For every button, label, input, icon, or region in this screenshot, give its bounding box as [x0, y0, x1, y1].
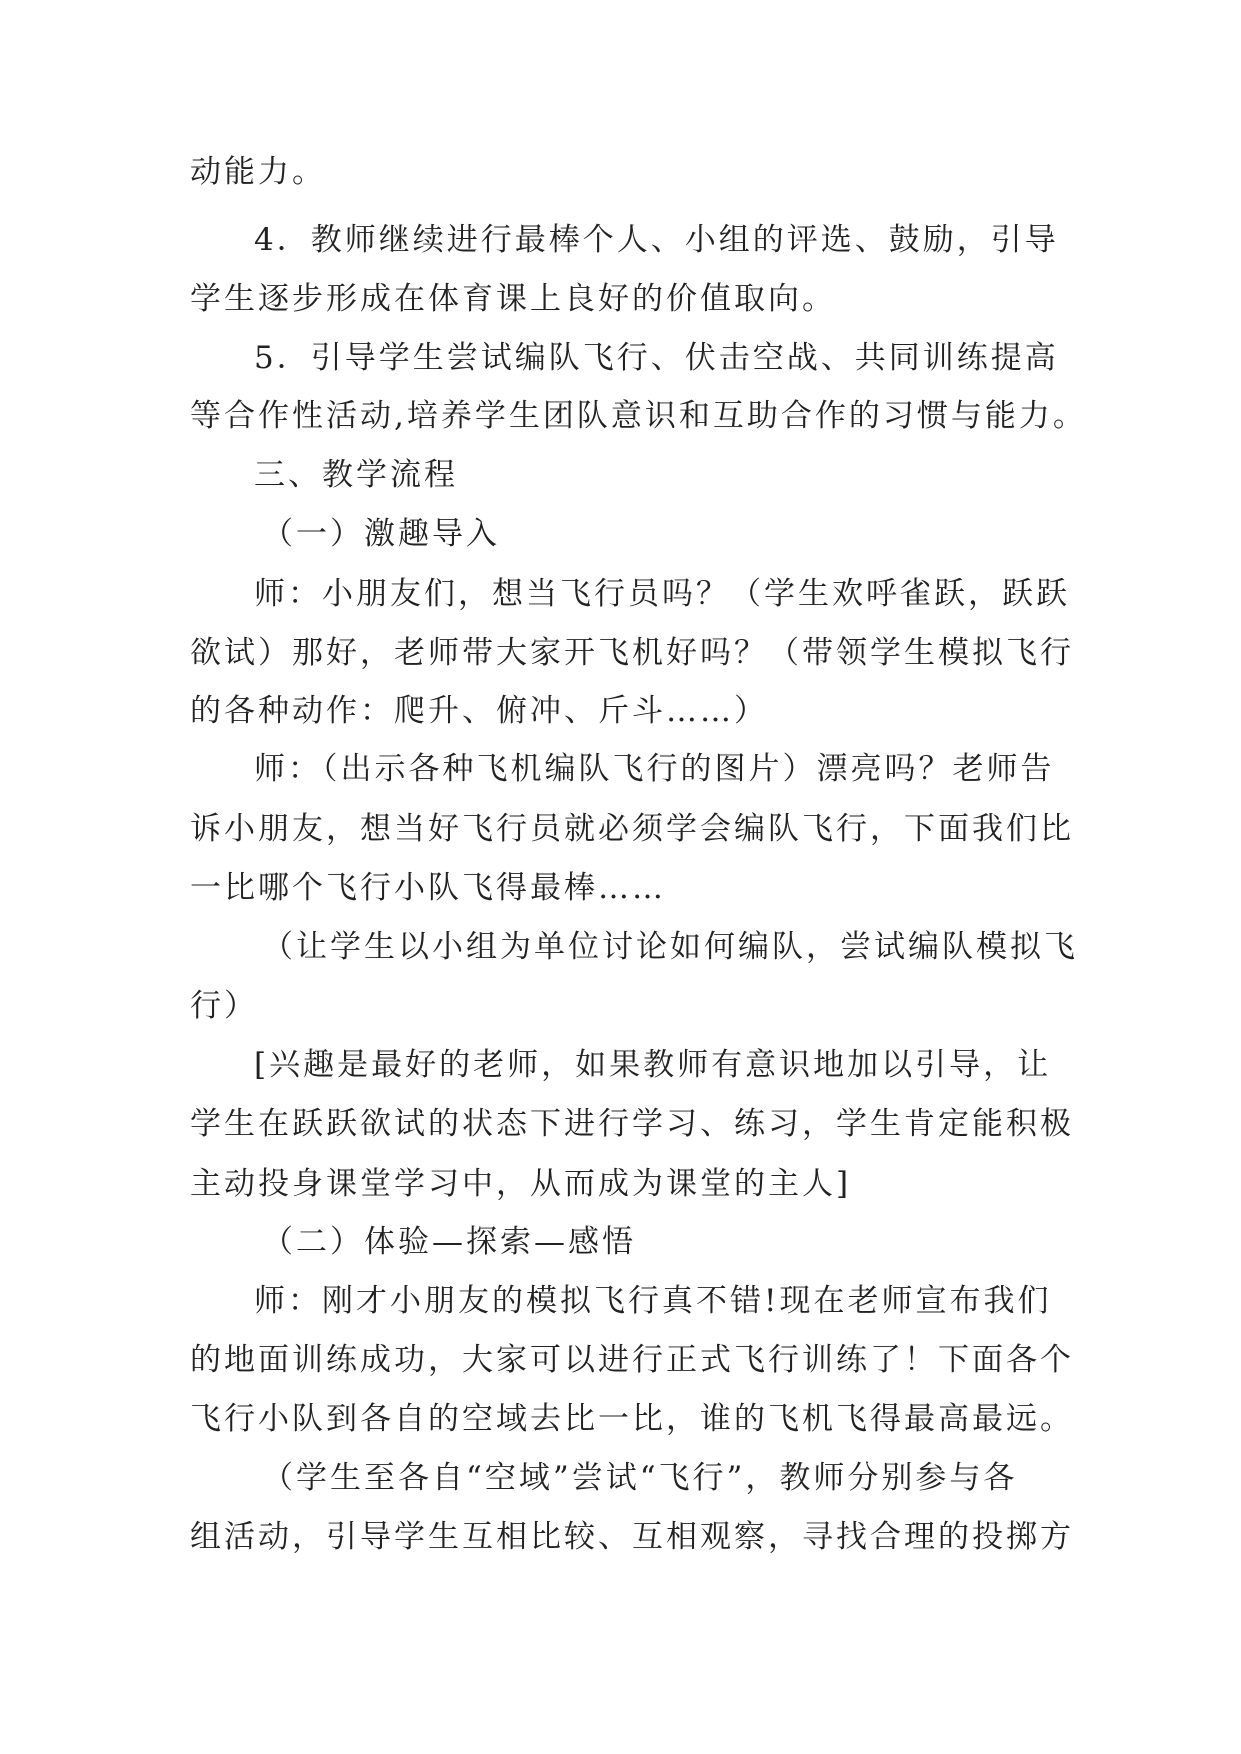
text-line: 一比哪个飞行小队飞得最棒…… [190, 870, 666, 906]
text-line: 等合作性活动,培养学生团队意识和互助合作的习惯与能力。 [190, 398, 1087, 434]
text-line: 主动投身课堂学习中，从而成为课堂的主人] [190, 1166, 852, 1202]
text-line: 的地面训练成功，大家可以进行正式飞行训练了！下面各个 [190, 1342, 1074, 1378]
text-line: 5．引导学生尝试编队飞行、伏击空战、共同训练提高 [254, 340, 1059, 376]
text-line: 诉小朋友，想当好飞行员就必须学会编队飞行，下面我们比 [190, 811, 1074, 847]
text-line: 飞行小队到各自的空域去比一比，谁的飞机飞得最高最远。 [190, 1401, 1074, 1437]
text-line: 师：刚才小朋友的模拟飞行真不错!现在老师宣布我们 [254, 1283, 1052, 1319]
section-heading: 三、教学流程 [254, 457, 458, 493]
text-line: 动能力。 [190, 154, 326, 190]
text-line: 师：（出示各种飞机编队飞行的图片）漂亮吗？老师告 [254, 751, 1055, 787]
text-line: [兴趣是最好的老师，如果教师有意识地加以引导，让 [254, 1047, 1052, 1083]
text-line: 师：小朋友们，想当飞行员吗？（学生欢呼雀跃，跃跃 [254, 576, 1070, 612]
text-line: （让学生以小组为单位讨论如何编队，尝试编队模拟飞 [262, 929, 1078, 965]
text-line: 4．教师继续进行最棒个人、小组的评选、鼓励，引导 [254, 222, 1059, 258]
text-line: 行） [190, 988, 258, 1024]
text-line: 学生在跃跃欲试的状态下进行学习、练习，学生肯定能积极 [190, 1106, 1074, 1142]
subsection-heading: （二）体验—探索—感悟 [262, 1224, 636, 1260]
text-line: 学生逐步形成在体育课上良好的价值取向。 [190, 281, 836, 317]
text-line: （学生至各自“空域”尝试“飞行”，教师分别参与各 [262, 1460, 1018, 1496]
subsection-heading: （一）激趣导入 [262, 516, 500, 552]
text-line: 组活动，引导学生互相比较、互相观察，寻找合理的投掷方 [190, 1519, 1074, 1555]
text-line: 欲试）那好，老师带大家开飞机好吗？（带领学生模拟飞行 [190, 635, 1074, 671]
text-line: 的各种动作：爬升、俯冲、斤斗……） [190, 693, 768, 729]
